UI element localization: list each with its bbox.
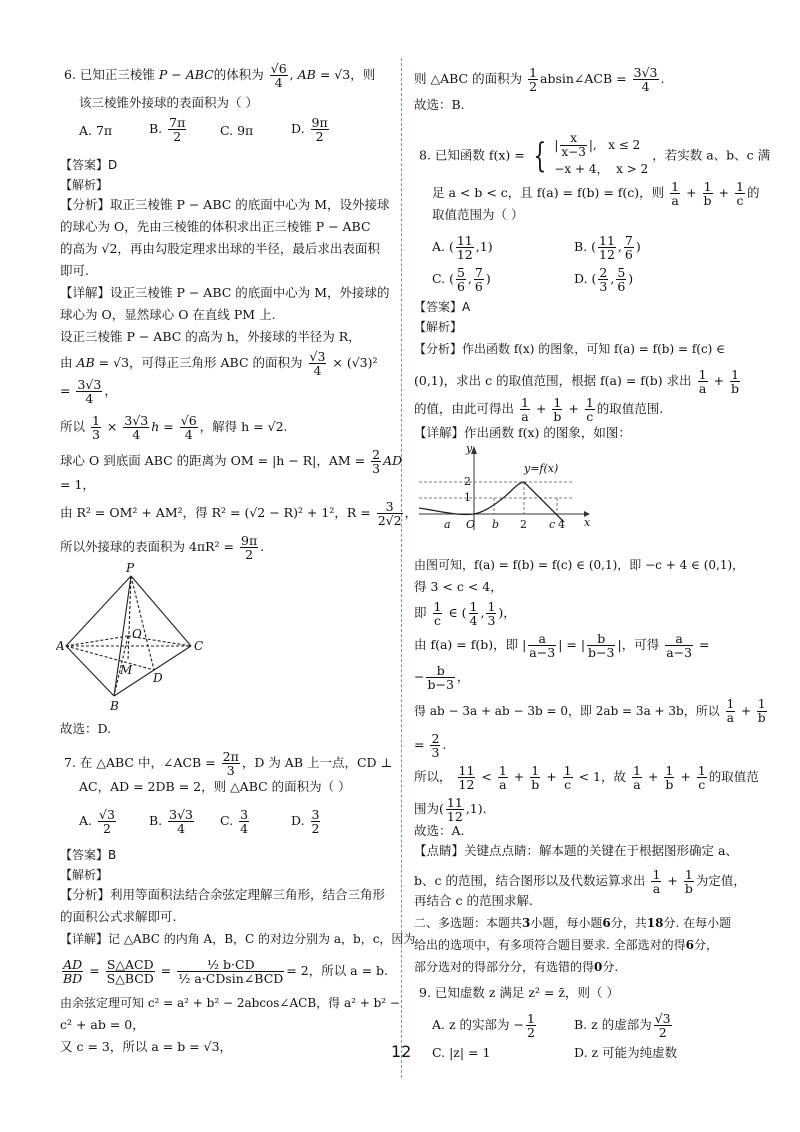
q6-fenxi-4: 即可. xyxy=(60,263,89,278)
q8-fig-1: 由图可知，f(a) = f(b) = f(c) ∈ (0,1)，即 −c + 4 ∈ (0,1)， xyxy=(414,558,745,572)
q8-option-b[interactable]: B. ( $\frac{11}{12}$ , $\frac{7}{6}$ ) xyxy=(574,233,641,262)
q6-option-c[interactable]: C. 9π xyxy=(220,123,254,138)
q6-stem: 6. 已知正三棱锥 P − ABC的体积为 $\frac{√6}{4}$ , AB = √3，则 xyxy=(64,61,376,90)
section-header-2: 给出的选项中，有多项符合题目要求. 全部选对的得6分， xyxy=(414,938,719,952)
pyramid-label-p: P xyxy=(126,562,135,575)
q6-fenxi-1: 【分析】取正三棱锥 P − ABC 的底面中心为 M，设外接球 xyxy=(60,197,390,212)
q6-line-r: 由 R² = OM² + AM²，得 R² = (√2 − R)² + 1²，R = $\frac{3}{2√2}$ ， xyxy=(60,499,418,528)
q7-option-d[interactable]: D. $\frac{3}{2}$ xyxy=(291,807,320,836)
q7-option-c[interactable]: C. $\frac{3}{4}$ xyxy=(220,807,249,836)
q8-conclusion: 故选：A. xyxy=(414,823,465,838)
q6-options xyxy=(79,115,389,144)
q7-options xyxy=(79,808,399,842)
q8-fig-2: 得 3 < c < 4， xyxy=(414,579,503,594)
q8-fenxi-1: 【分析】作出函数 f(x) 的图象，可知 f(a) = f(b) = f(c) ∈ xyxy=(414,342,726,356)
graph-tick-c: c xyxy=(549,518,556,531)
q7-cos-1: 由余弦定理可知 c² = a² + b² − 2abcos∠ACB，得 a² + b² − xyxy=(60,996,400,1010)
q7-conclusion: 故选：B. xyxy=(414,97,465,112)
graph-curve-label: y=f(x) xyxy=(524,462,559,475)
q9-option-b[interactable]: B. z 的虚部为 $\frac{√3}{2}$ xyxy=(574,1011,671,1040)
q6-line-set: 设正三棱锥 P − ABC 的高为 h，外接球的半径为 R， xyxy=(60,329,361,344)
q8-fig-6: 所以， $\frac{11}{12}$ < $\frac{1}{a}$ + $\frac{1}{b}$ + $\frac{1}{c}$ < 1，故 $\frac{1}{a}$ + $\frac{1}{b}$ + $\frac{1}{c}$ 的取值范 xyxy=(414,763,759,792)
graph-tick-2y: 2 xyxy=(464,475,471,488)
q6-option-b[interactable]: B. $\frac{7\pi}{2}$ xyxy=(149,115,186,144)
q7-jiexi: 【解析】 xyxy=(60,868,109,882)
page-number: 12 xyxy=(391,1042,412,1061)
q8-fig-5b: = $\frac{2}{3}$ . xyxy=(414,731,447,760)
q9-option-c[interactable]: C. |z| = 1 xyxy=(432,1045,491,1060)
graph-tick-1y: 1 xyxy=(464,491,471,504)
graph-y-label: y xyxy=(466,442,473,455)
q6-fenxi-3: 的高为 √2，再由勾股定理求出球的半径，最后求出表面积 xyxy=(60,241,380,256)
q6-xiangjie-2: 球心为 O，显然球心 O 在直线 PM 上. xyxy=(60,307,276,322)
q7-fenxi-2: 的面积公式求解即可. xyxy=(60,909,177,924)
q6-line-one: = 1， xyxy=(60,477,95,492)
q9-option-a[interactable]: A. z 的实部为 − $\frac{1}{2}$ xyxy=(432,1011,535,1040)
q9-stem: 9. 已知虚数 z 满足 z² = z̄，则（ ） xyxy=(419,985,619,1000)
q8-stem-line2: 足 a < b < c，且 f(a) = f(b) = f(c)，则 $\frac{1}{a}$ + $\frac{1}{b}$ + $\frac{1}{c}$ 的 xyxy=(432,179,760,208)
q8-dianjing-3: 再结合 c 的范围求解. xyxy=(414,893,533,908)
q7-option-a[interactable]: A. $\frac{√3}{2}$ xyxy=(79,807,115,836)
q8-dianjing-1: 【点睛】关键点点睛：解本题的关键在于根据图形确定 a、 xyxy=(414,843,738,858)
q6-jiexi: 【解析】 xyxy=(60,178,109,192)
q7-answer: 【答案】B xyxy=(60,848,117,862)
q8-dianjing-2: b、c 的范围，结合图形以及代数运算求出 $\frac{1}{a}$ + $\frac{1}{b}$ 为定值， xyxy=(414,867,746,896)
q9-option-d[interactable]: D. z 可能为纯虚数 xyxy=(574,1045,678,1060)
q7-ratio: $\frac{AD}{BD}$ = $\frac{\text{S△ACD}}{\text{S△BCD}}$ = $\frac{\text{½ b·CD}}{\text{½ a·CDsin∠BCD}}$ = 2，所以 a = b. xyxy=(63,957,389,986)
q8-fenxi-2: (0,1)，求出 c 的取值范围，根据 f(a) = f(b) 求出 $\frac{1}{a}$ + $\frac{1}{b}$ xyxy=(414,367,740,396)
q7-area: 则 △ABC 的面积为 $\frac{1}{2}$ absin∠ACB = $\frac{3√3}{4}$ . xyxy=(414,65,665,94)
q6-option-d[interactable]: D. $\frac{9\pi}{2}$ xyxy=(291,115,328,144)
q7-stem: 7. 在 △ABC 中，∠ACB = $\frac{2\pi}{3}$ ，D 为 AB 上一点，CD ⊥ xyxy=(64,749,393,778)
pyramid-label-m: M xyxy=(120,663,133,677)
q6-answer: 【答案】D xyxy=(60,158,118,172)
pyramid-label-a: A xyxy=(56,639,65,653)
section-header-3: 部分选对的得部分分，有选错的得0分. xyxy=(414,960,619,974)
graph-tick-4: 4 xyxy=(558,518,565,531)
q8-answer: 【答案】A xyxy=(414,300,471,314)
q8-fenxi-3: 的值，由此可得出 $\frac{1}{a}$ + $\frac{1}{b}$ + $\frac{1}{c}$ 的取值范围. xyxy=(414,395,664,424)
q8-fig-7: 围为( $\frac{11}{12}$ ,1). xyxy=(414,795,487,824)
q6-xiangjie-1: 【详解】设正三棱锥 P − ABC 的底面中心为 M，外接球的 xyxy=(60,285,390,300)
function-graph xyxy=(414,442,594,532)
pyramid-label-o: O xyxy=(132,627,142,641)
graph-tick-b: b xyxy=(492,518,500,531)
q8-stem: 8. 已知函数 f(x) = { | $\frac{x}{x-3}$ |, x ≤ 2 −x + 4， x > 2 ，若实数 a、b、c 满 xyxy=(419,131,771,176)
q6-stem-line2: 该三棱锥外接球的表面积为（ ） xyxy=(79,95,258,110)
q7-cos-2: c² + ab = 0， xyxy=(60,1017,145,1032)
q8-fig-4: 由 f(a) = f(b)，即 | $\frac{a}{a-3}$ | = | $\frac{b}{b-3}$ |，可得 $\frac{a}{a-3}$ = xyxy=(414,631,710,660)
q6-line-surf: 所以外接球的表面积为 4πR² = $\frac{9\pi}{2}$ . xyxy=(60,533,265,562)
q8-xiangjie: 【详解】作出函数 f(x) 的图象，如图： xyxy=(414,425,631,440)
q6-line-dist: 球心 O 到底面 ABC 的距离为 OM = |h − R|，AM = $\frac{2}{3}$ AD xyxy=(60,447,403,476)
q6-line-so: 所以 $\frac{1}{3}$ × $\frac{3√3}{4}$ h = $\frac{√6}{4}$ ，解得 h = √2. xyxy=(60,413,288,442)
q6-line-area: 由 AB = √3，可得正三角形 ABC 的面积为 $\frac{√3}{4}$ × (√3)² xyxy=(60,349,378,378)
q7-xiangjie-1: 【详解】记 △ABC 的内角 A，B，C 的对边分别为 a，b，c，因为 xyxy=(60,932,416,946)
q8-option-a[interactable]: A. ( $\frac{11}{12}$ ,1) xyxy=(432,233,493,262)
pyramid-label-c: C xyxy=(194,639,204,653)
q7-stem-line2: AC，AD = 2DB = 2，则 △ABC 的面积为（ ） xyxy=(79,779,351,794)
graph-tick-a: a xyxy=(444,518,451,531)
graph-tick-o: O xyxy=(466,518,476,531)
section-header-1: 二、多选题：本题共3小题，每小题6分，共18分. 在每小题 xyxy=(414,916,732,930)
q6-conclusion: 故选：D. xyxy=(60,721,112,736)
column-divider xyxy=(401,58,402,1078)
graph-x-label: x xyxy=(584,516,591,529)
pyramid-figure xyxy=(56,562,216,712)
pyramid-label-d: D xyxy=(153,671,163,685)
graph-curve xyxy=(419,482,564,522)
q7-option-b[interactable]: B. $\frac{3√3}{4}$ xyxy=(149,807,194,836)
q8-option-c[interactable]: C. ( $\frac{5}{6}$ , $\frac{7}{6}$ ) xyxy=(432,265,491,294)
q8-fig-4c: − $\frac{b}{b-3}$ ， xyxy=(414,663,470,692)
pyramid-label-b: B xyxy=(110,699,119,712)
q8-stem-line3: 取值范围为（ ） xyxy=(432,207,524,222)
q8-fig-3: 即 $\frac{1}{c}$ ∈ ( $\frac{1}{4}$ , $\frac{1}{3}$ )， xyxy=(414,599,516,628)
q8-fig-5: 得 ab − 3a + ab − 3b = 0，即 2ab = 3a + 3b，所以 $\frac{1}{a}$ + $\frac{1}{b}$ xyxy=(414,697,766,725)
q8-option-d[interactable]: D. ( $\frac{2}{3}$ , $\frac{5}{6}$ ) xyxy=(574,265,634,294)
q7-fenxi-1: 【分析】利用等面积法结合余弦定理解三角形，结合三角形 xyxy=(60,887,386,902)
q7-cos-3: 又 c = 3，所以 a = b = √3， xyxy=(60,1039,233,1054)
q6-option-a[interactable]: A. 7π xyxy=(79,123,113,138)
q6-line-area-val: = $\frac{3√3}{4}$ ， xyxy=(60,377,117,406)
q6-fenxi-2: 的球心为 O，先由三棱锥的体积求出正三棱锥 P − ABC xyxy=(60,219,371,234)
graph-tick-2x: 2 xyxy=(520,518,527,531)
q8-jiexi: 【解析】 xyxy=(414,320,463,334)
